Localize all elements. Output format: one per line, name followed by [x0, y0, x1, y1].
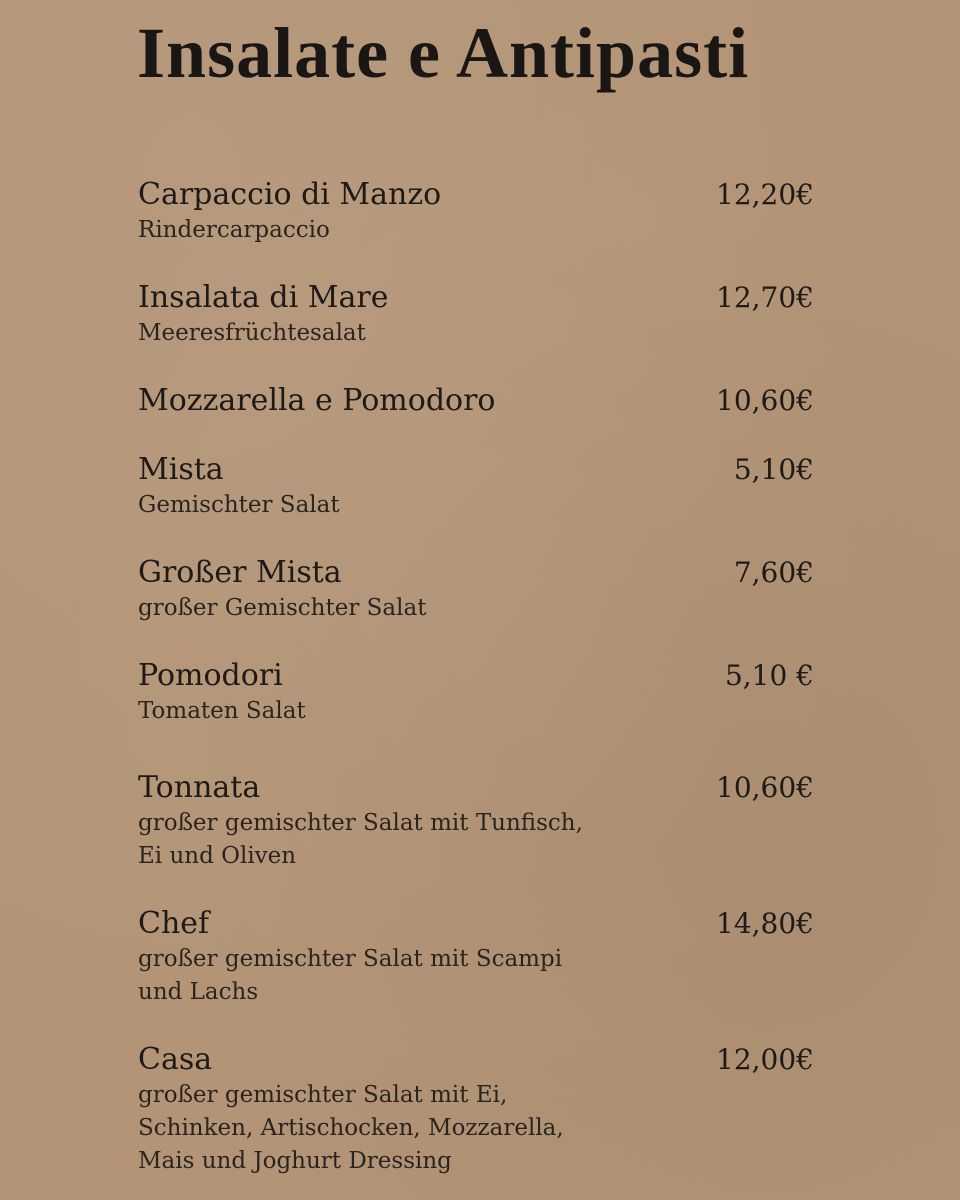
- item-price: 5,10 €: [724, 659, 814, 692]
- item-description: Rindercarpaccio: [138, 217, 330, 243]
- menu-item-pomodori: [138, 657, 814, 728]
- menu-item-carpaccio: [138, 176, 814, 247]
- item-price: 12,00€: [716, 1043, 814, 1076]
- item-price: 10,60€: [716, 771, 814, 804]
- menu-item-insalata-di-mare: [138, 279, 814, 350]
- page-title: Insalate e Antipasti: [137, 13, 750, 93]
- item-name: Chef: [138, 906, 210, 941]
- item-description: Meeresfrüchtesalat: [138, 320, 366, 346]
- item-price: 10,60€: [716, 384, 814, 417]
- item-name: Insalata di Mare: [138, 280, 389, 315]
- item-price: 12,70€: [716, 281, 814, 314]
- item-price: 12,20€: [716, 178, 814, 211]
- menu-item-mista: [138, 451, 814, 522]
- menu-item-grosser-mista: [138, 554, 814, 625]
- item-description: großer gemischter Salat mit Tunfisch, Ei und Oliven: [138, 810, 583, 869]
- item-name: Casa: [138, 1042, 213, 1077]
- item-description: Gemischter Salat: [138, 492, 340, 518]
- item-name: Großer Mista: [138, 555, 342, 590]
- item-description: großer gemischter Salat mit Scampi und Lachs: [138, 946, 563, 1005]
- item-description: großer Gemischter Salat: [138, 595, 427, 621]
- item-price: 5,10€: [733, 453, 814, 486]
- item-name: Tonnata: [138, 770, 261, 805]
- item-name: Mozzarella e Pomodoro: [138, 383, 496, 418]
- item-name: Pomodori: [138, 658, 283, 693]
- menu-item-casa: [138, 1041, 814, 1178]
- menu-item-chef: [138, 905, 814, 1009]
- item-name: Mista: [138, 452, 224, 487]
- item-name: Carpaccio di Manzo: [138, 177, 442, 212]
- menu-item-tonnata: [138, 769, 814, 873]
- item-description: großer gemischter Salat mit Ei, Schinken, Artischocken, Mozzarella, Mais und Joghurt Dressing: [138, 1082, 564, 1174]
- item-price: 7,60€: [733, 556, 814, 589]
- item-price: 14,80€: [716, 907, 814, 940]
- item-description: Tomaten Salat: [138, 698, 306, 724]
- menu-item-mozzarella-e-pomodoro: [138, 382, 814, 420]
